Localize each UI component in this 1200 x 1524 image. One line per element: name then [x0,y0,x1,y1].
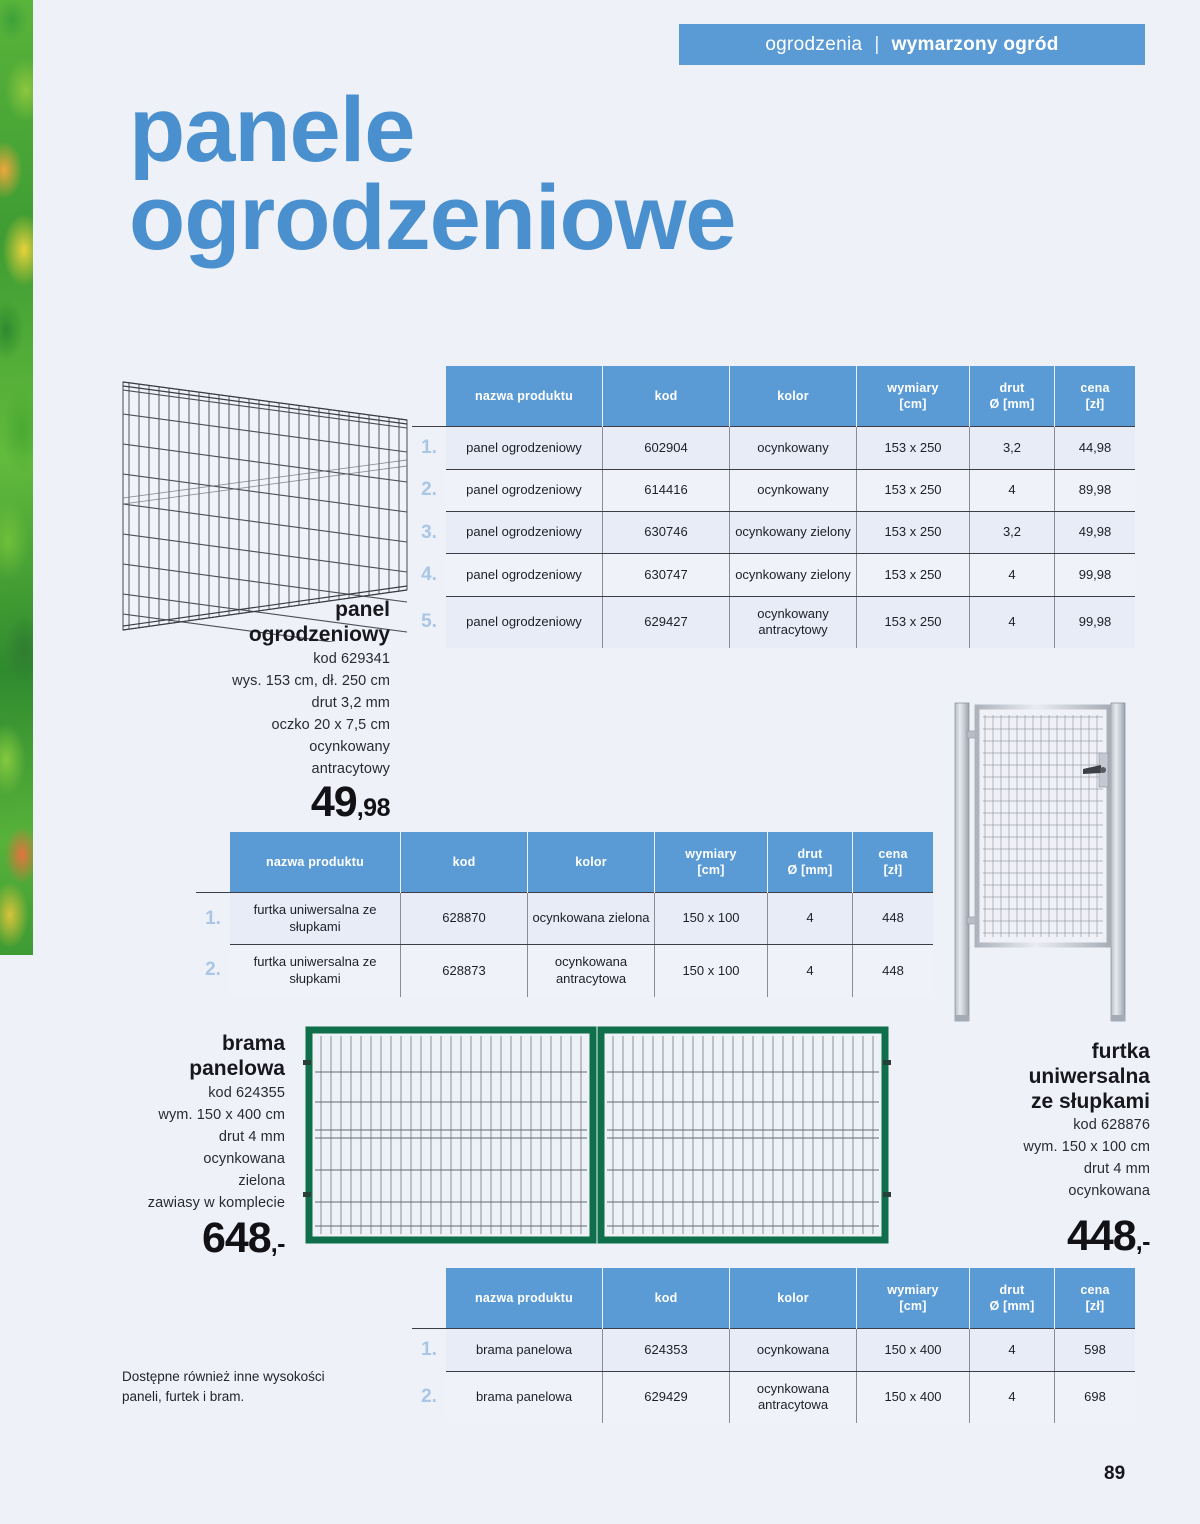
cell-price: 99,98 [1055,554,1136,596]
foliage-photo-strip [0,0,33,955]
cell-wire: 4 [970,469,1055,511]
panel-spec-mesh: oczko 20 x 7,5 cm [271,716,390,733]
header-dimensions-l2: [cm] [899,1299,927,1313]
table-header-row [412,1268,1135,1329]
cell-color: ocynkowana [730,1329,857,1372]
page-number: 89 [1104,1463,1126,1484]
header-price [1055,1268,1136,1329]
cell-color: ocynkowany zielony [730,554,857,596]
panel-spec-finish: ocynkowany [309,738,390,755]
cell-wire: 4 [970,1329,1055,1372]
cell-product-name: brama panelowa [446,1371,603,1423]
table-row [412,1329,1135,1372]
brama-spec-color: zielona [238,1172,285,1189]
brama-spec-hinges: zawiasy w komplecie [147,1194,285,1211]
cell-code: 624353 [603,1329,730,1372]
cell-product-name: panel ogrodzeniowy [446,596,603,648]
brama-price [95,1214,285,1263]
header-code: kod [603,366,730,427]
row-index: 5. [421,610,437,632]
header-price [1055,366,1136,427]
table-row [412,512,1135,554]
table-header-row [196,832,933,893]
cell-color: ocynkowana antracytowa [528,945,655,997]
brama-spec-finish: ocynkowana [203,1150,285,1167]
table-row [196,945,933,997]
header-dimensions [857,366,970,427]
large-gates-table-body [412,1329,1135,1424]
header-color: kolor [528,832,655,893]
header-color: kolor [730,1268,857,1329]
page-header-banner [679,24,1145,65]
cell-wire: 3,2 [970,427,1055,470]
brama-gate-image [303,1024,891,1246]
cell-product-name: panel ogrodzeniowy [446,469,603,511]
cell-wire: 4 [768,945,853,997]
header-wire-l1: drut [999,1282,1025,1297]
cell-color: ocynkowana zielona [528,893,655,945]
cell-code: 628870 [401,893,528,945]
cell-price: 448 [853,893,934,945]
cell-color: ocynkowana antracytowa [730,1371,857,1423]
cell-code: 602904 [603,427,730,470]
cell-code: 629429 [603,1371,730,1423]
cell-price: 44,98 [1055,427,1136,470]
header-code: kod [401,832,528,893]
cell-wire: 4 [970,1371,1055,1423]
panels-price-table [412,366,1135,648]
cell-price: 89,98 [1055,469,1136,511]
foliage-fade-overlay [33,0,46,955]
brama-spec-size: wym. 150 x 400 cm [158,1106,285,1123]
cell-color: ocynkowany antracytowy [730,596,857,648]
cell-dimensions: 150 x 100 [655,945,768,997]
brama-spec-code: kod 624355 [208,1084,285,1101]
cell-wire: 4 [768,893,853,945]
row-index: 2. [205,959,221,981]
row-index: 1. [196,893,230,945]
cell-product-name: furtka uniwersalna ze słupkami [230,893,401,945]
panels-table-body [412,427,1135,649]
panel-description [155,598,390,780]
header-dimensions-l1: wymiary [887,1282,939,1297]
header-wire [970,366,1055,427]
header-price-l2: [zł] [1085,397,1105,411]
brama-title-line-2: panelowa [189,1056,285,1080]
furtka-title-line-3: ze słupkami [1030,1089,1150,1113]
furtka-price [960,1212,1150,1261]
cell-code: 630746 [603,512,730,554]
header-dimensions-l1: wymiary [685,846,737,861]
table-row [412,427,1135,470]
small-gates-price-table [196,832,933,997]
header-price-l2: [zł] [883,863,903,877]
header-wire [970,1268,1055,1329]
panel-spec-color: antracytowy [311,760,390,777]
cell-price: 598 [1055,1329,1136,1372]
brama-title-line-1: brama [221,1032,285,1055]
cell-wire: 4 [970,596,1055,648]
furtka-price-minor: ,- [1135,1228,1150,1256]
row-index: 1. [412,1329,446,1372]
furtka-spec-code: kod 628876 [1073,1117,1150,1134]
cell-color: ocynkowany [730,469,857,511]
cell-product-name: furtka uniwersalna ze słupkami [230,945,401,997]
header-brand-label: wymarzony ogród [891,33,1059,55]
furtka-price-major: 448 [1066,1212,1136,1260]
table-row [196,893,933,945]
panel-spec-wire: drut 3,2 mm [311,694,390,711]
cell-color: ocynkowany zielony [730,512,857,554]
table-row [412,469,1135,511]
header-spacer [412,1268,446,1329]
panel-spec-size: wys. 153 cm, dł. 250 cm [232,672,390,689]
furtka-spec-finish: ocynkowana [1068,1183,1150,1200]
table-row [412,596,1135,648]
row-index: 3. [421,521,437,543]
header-wire-l2: Ø [mm] [989,397,1035,411]
cell-code: 628873 [401,945,528,997]
header-price [853,832,934,893]
furtka-gate-image [935,695,1140,1025]
header-price-l1: cena [1080,1282,1110,1297]
header-name: nazwa produktu [230,832,401,893]
row-index: 4. [421,563,437,585]
panel-title-line-2: ogrodzeniowy [248,622,390,646]
cell-dimensions: 153 x 250 [857,469,970,511]
cell-code: 630747 [603,554,730,596]
panel-title-line-1: panel [335,598,390,621]
availability-footnote: Dostępne również inne wysokości paneli, furtek i bram. [122,1369,325,1405]
cell-product-name: panel ogrodzeniowy [446,554,603,596]
small-gates-table-body [196,893,933,997]
cell-product-name: panel ogrodzeniowy [446,427,603,470]
cell-wire: 4 [970,554,1055,596]
header-dimensions [655,832,768,893]
header-dimensions [857,1268,970,1329]
page-title-line-2: ogrodzeniowe [129,167,736,270]
furtka-title-line-2: uniwersalna [1028,1064,1150,1088]
furtka-spec-wire: drut 4 mm [1083,1161,1150,1178]
furtka-spec-size: wym. 150 x 100 cm [1023,1139,1150,1156]
row-index: 2. [421,1386,437,1408]
cell-dimensions: 150 x 400 [857,1371,970,1423]
panel-spec-code: kod 629341 [313,650,390,667]
header-price-l1: cena [878,846,908,861]
brama-description [95,1032,285,1214]
cell-product-name: brama panelowa [446,1329,603,1372]
header-dimensions-l1: wymiary [887,380,939,395]
header-wire-l1: drut [797,846,823,861]
cell-dimensions: 153 x 250 [857,427,970,470]
header-wire [768,832,853,893]
cell-color: ocynkowany [730,427,857,470]
cell-dimensions: 153 x 250 [857,512,970,554]
furtka-description [960,1040,1150,1202]
brama-price-minor: ,- [270,1230,285,1258]
cell-dimensions: 150 x 400 [857,1329,970,1372]
header-color: kolor [730,366,857,427]
header-wire-l2: Ø [mm] [989,1299,1035,1313]
table-row [412,1371,1135,1423]
header-dimensions-l2: [cm] [697,863,725,877]
furtka-title-line-1: furtka [1091,1040,1150,1063]
brama-spec-wire: drut 4 mm [218,1128,285,1145]
cell-product-name: panel ogrodzeniowy [446,512,603,554]
cell-code: 614416 [603,469,730,511]
header-separator: | [874,33,880,55]
row-index: 1. [412,427,446,470]
cell-price: 698 [1055,1371,1136,1423]
cell-dimensions: 153 x 250 [857,554,970,596]
header-name: nazwa produktu [446,1268,603,1329]
header-name: nazwa produktu [446,366,603,427]
header-price-l1: cena [1080,380,1110,395]
header-category-label: ogrodzenia [765,33,863,55]
row-index: 2. [421,479,437,501]
table-row [412,554,1135,596]
panel-price-major: 49 [310,778,357,826]
panel-price [155,778,390,827]
header-wire-l1: drut [999,380,1025,395]
header-code: kod [603,1268,730,1329]
header-price-l2: [zł] [1085,1299,1105,1313]
page-title [129,79,1009,270]
header-spacer [196,832,230,893]
panel-price-minor: ,98 [356,794,390,822]
cell-dimensions: 150 x 100 [655,893,768,945]
cell-price: 49,98 [1055,512,1136,554]
brama-price-major: 648 [201,1214,271,1262]
cell-price: 448 [853,945,934,997]
page-title-line-1: panele [129,79,415,181]
large-gates-price-table [412,1268,1135,1423]
cell-wire: 3,2 [970,512,1055,554]
cell-price: 99,98 [1055,596,1136,648]
header-dimensions-l2: [cm] [899,397,927,411]
cell-code: 629427 [603,596,730,648]
header-spacer [412,366,446,427]
cell-dimensions: 153 x 250 [857,596,970,648]
header-wire-l2: Ø [mm] [787,863,833,877]
table-header-row [412,366,1135,427]
